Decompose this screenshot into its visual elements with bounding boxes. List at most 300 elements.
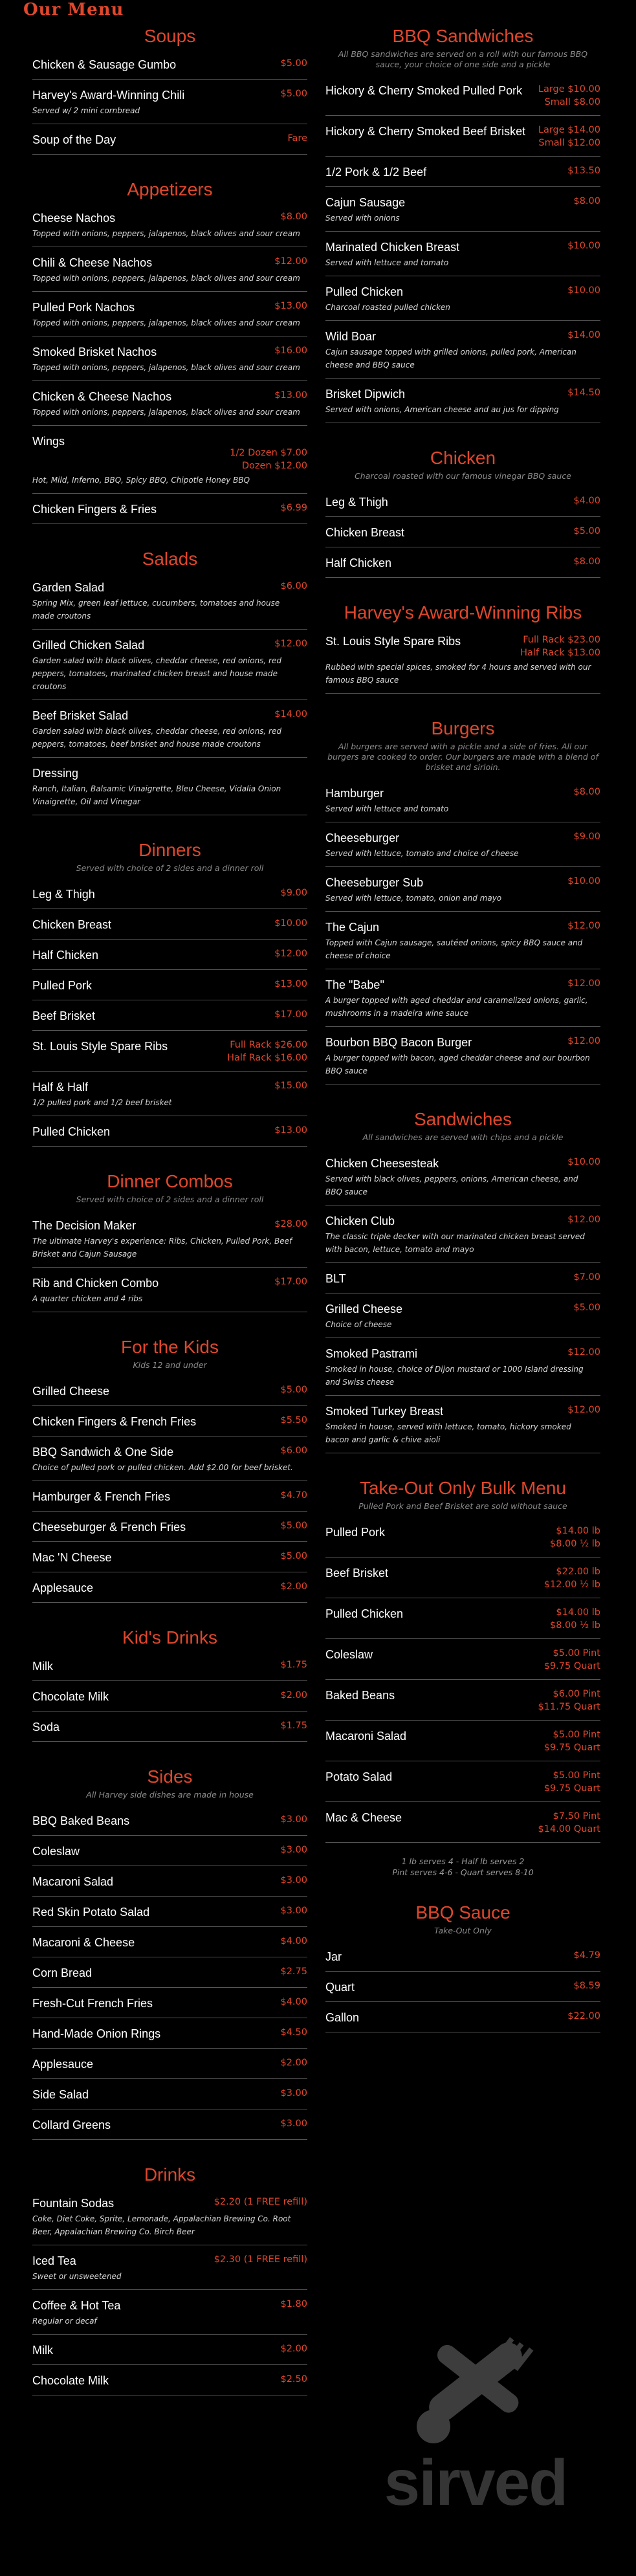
menu-item-prices: [568, 195, 600, 208]
menu-item: [32, 1376, 307, 1406]
menu-item-name: Coleslaw: [325, 1648, 373, 1661]
menu-item-prices: [275, 87, 307, 100]
menu-item-name: Mac 'N Cheese: [32, 1551, 112, 1564]
menu-item-price: $10.00: [274, 918, 307, 929]
menu-item-price: $2.00: [280, 1690, 307, 1701]
menu-item: [32, 630, 307, 700]
menu-item-name: Hamburger & French Fries: [32, 1490, 171, 1503]
menu-item: [32, 2188, 307, 2245]
menu-item-prices: [275, 2056, 307, 2069]
menu-item-name: Beef Brisket: [32, 1009, 96, 1022]
menu-item-prices: [275, 1489, 307, 1502]
menu-item: [32, 1927, 307, 1957]
menu-item-price: $28.00: [274, 1219, 307, 1229]
menu-item-name: Chicken & Sausage Gumbo: [32, 58, 177, 71]
menu-item: [325, 487, 600, 517]
menu-item-description: Served with black olives, peppers, onions, American cheese, and BBQ sauce: [325, 1174, 578, 1196]
menu-column-left: [32, 26, 307, 2420]
menu-item-description: Topped with Cajun sausage, sautéed onions, spicy BBQ sauce and cheese of choice: [325, 938, 583, 960]
menu-item: [325, 867, 600, 912]
menu-item-name: Marinated Chicken Breast: [325, 241, 460, 254]
menu-item: [32, 1988, 307, 2018]
menu-item-description: Served with lettuce, tomato and choice of cheese: [325, 849, 519, 858]
menu-item: [325, 517, 600, 547]
utensils-icon: [349, 2329, 602, 2459]
menu-item-price: Fare: [287, 133, 307, 144]
menu-item-name: Coleslaw: [32, 1845, 80, 1858]
menu-item-price: $13.00: [274, 979, 307, 989]
menu-item-price: $5.00: [280, 1521, 307, 1531]
menu-item: [325, 276, 600, 321]
section-title: Sandwiches: [414, 1109, 512, 1129]
menu-item-prices: [568, 1301, 600, 1314]
menu-item-prices: [275, 886, 307, 899]
menu-item-name: Fountain Sodas: [32, 2197, 115, 2210]
menu-item-description: Topped with onions, peppers, jalapenos, black olives and sour cream: [32, 274, 300, 283]
menu-item: [32, 203, 307, 247]
menu-item-name: The "Babe": [325, 978, 384, 991]
section-note: All BBQ sandwiches are served on a roll with our famous BBQ sauce, your choice of one side and a pickle: [338, 49, 588, 69]
menu-item: [32, 1651, 307, 1681]
menu-item-name: Hickory & Cherry Smoked Beef Brisket: [325, 125, 526, 138]
menu-item-description: Garden salad with black olives, cheddar cheese, red onions, red peppers, tomatoes, marinated chicken breast and house made croutons: [32, 656, 281, 691]
menu-item: [32, 1957, 307, 1988]
menu-item-description: Served with lettuce, tomato, onion and mayo: [325, 894, 502, 903]
menu-item-description: Cajun sausage topped with grilled onions, pulled pork, American cheese and BBQ sauce: [325, 347, 576, 369]
menu-item-prices: [568, 786, 600, 798]
menu-item-name: Fresh-Cut French Fries: [32, 1997, 153, 2010]
menu-item-name: Grilled Cheese: [325, 1303, 403, 1316]
menu-item-description: Ranch, Italian, Balsamic Vinaigrette, Bleu Cheese, Vidalia Onion Vinaigrette, Oil and Vinegar: [32, 784, 281, 806]
menu-item-prices: [568, 1949, 600, 1962]
menu-item-prices: [562, 1404, 600, 1416]
menu-item: [32, 1116, 307, 1147]
menu-item-description: Topped with onions, peppers, jalapenos, black olives and sour cream: [32, 408, 300, 417]
section-kid-s-drinks: [32, 1627, 307, 1742]
menu-item-name: Corn Bread: [32, 1966, 93, 1979]
menu-item-description: Regular or decaf: [32, 2317, 97, 2326]
menu-item-price: $12.00: [567, 978, 600, 989]
menu-item-price: $5.00 Pint: [553, 1648, 600, 1658]
menu-item-prices: [568, 525, 600, 538]
menu-item-price: $5.00: [573, 1303, 600, 1313]
menu-item-name: 1/2 Pork & 1/2 Beef: [325, 166, 427, 179]
menu-item-price: Small $12.00: [538, 138, 600, 148]
menu-item-prices: [275, 1904, 307, 1917]
menu-item: [325, 1263, 600, 1294]
menu-item-prices: [275, 1689, 307, 1702]
menu-item: [32, 1512, 307, 1542]
section-title: For the Kids: [121, 1337, 219, 1357]
menu-item-name: Milk: [32, 1660, 53, 1673]
section-appetizers: [32, 179, 307, 524]
section-title: Kid's Drinks: [122, 1627, 217, 1647]
section-title: Appetizers: [127, 179, 213, 199]
menu-item-description: A burger topped with bacon, aged cheddar cheese and our bourbon BBQ sauce: [325, 1053, 590, 1075]
menu-item-price: $2.50: [280, 2374, 307, 2384]
menu-item-prices: [275, 1550, 307, 1563]
menu-item-name: Baked Beans: [325, 1689, 395, 1702]
menu-item-price: $1.80: [280, 2299, 307, 2309]
menu-item-prices: [275, 1383, 307, 1396]
menu-item-price: Half Rack $13.00: [520, 648, 600, 658]
menu-item-description: Served w/ 2 mini cornbread: [32, 106, 140, 115]
section-take-out-only-bulk-menu: [325, 1478, 600, 1878]
menu-item-name: Red Skin Potato Salad: [32, 1906, 150, 1919]
section-title: Soups: [144, 26, 196, 46]
menu-item: [32, 1000, 307, 1031]
menu-item-prices: [269, 1124, 307, 1137]
section-note: Kids 12 and under: [133, 1360, 207, 1370]
menu-item-price: Small $8.00: [544, 97, 600, 107]
section-title: BBQ Sauce: [415, 1902, 510, 1922]
menu-item-prices: [562, 1346, 600, 1359]
menu-item-price: $14.00 Quart: [538, 1824, 600, 1834]
menu-item: [325, 1205, 600, 1263]
section-title: Burgers: [431, 718, 495, 738]
menu-item: [32, 909, 307, 940]
section-note: All Harvey side dishes are made in house: [86, 1790, 254, 1800]
menu-item-name: Pulled Pork Nachos: [32, 301, 135, 314]
menu-item: [32, 426, 307, 494]
menu-item-prices: [545, 1606, 600, 1632]
menu-item: [32, 494, 307, 524]
menu-item-prices: [275, 1844, 307, 1856]
menu-item: [32, 80, 307, 124]
menu-item: [32, 2018, 307, 2049]
menu-item-name: Cheeseburger: [325, 831, 400, 844]
menu-item-name: Pulled Pork: [32, 979, 93, 992]
menu-item-prices: [533, 1810, 600, 1836]
section-dinner-combos: [32, 1171, 307, 1312]
menu-item-price: Half Rack $16.00: [227, 1053, 307, 1063]
menu-item-price: $2.75: [280, 1966, 307, 1977]
menu-item-prices: [269, 1275, 307, 1288]
menu-item-name: Pulled Chicken: [325, 285, 404, 298]
menu-item-name: Quart: [325, 1981, 355, 1994]
menu-item-price: $9.75 Quart: [543, 1743, 600, 1753]
menu-item-name: Beef Brisket: [325, 1567, 389, 1580]
menu-item-prices: [275, 2373, 307, 2386]
menu-item-name: BBQ Sandwich & One Side: [32, 1446, 174, 1459]
menu-item-name: Mac & Cheese: [325, 1811, 402, 1824]
menu-item-price: Dozen $12.00: [241, 461, 307, 471]
menu-item: [325, 1680, 600, 1721]
menu-item-name: Chicken Fingers & Fries: [32, 503, 157, 516]
menu-item-prices: [269, 1008, 307, 1021]
menu-item-price: $3.00: [280, 2119, 307, 2129]
menu-item-price: $5.00: [573, 526, 600, 536]
menu-item-prices: [225, 434, 307, 472]
menu-item-description: A quarter chicken and 4 ribs: [32, 1294, 143, 1303]
menu-item-prices: [275, 210, 307, 223]
menu-item-name: Macaroni & Cheese: [32, 1936, 135, 1949]
menu-item-price: $12.00: [567, 921, 600, 931]
menu-item-price: $4.70: [280, 1490, 307, 1501]
menu-item-prices: [275, 2087, 307, 2100]
section-sides: [32, 1767, 307, 2140]
menu-item-price: $14.50: [567, 388, 600, 398]
menu-item-prices: [562, 386, 600, 399]
menu-item: [325, 379, 600, 423]
menu-item: [32, 292, 307, 336]
section-drinks: [32, 2164, 307, 2395]
section-title: Dinners: [138, 840, 201, 860]
menu-item: [325, 1396, 600, 1453]
menu-item-prices: [562, 977, 600, 990]
menu-item-price: $22.00 lb: [556, 1567, 600, 1577]
menu-item-name: Coffee & Hot Tea: [32, 2299, 121, 2312]
menu-item-name: Wings: [32, 435, 65, 448]
menu-item: [325, 187, 600, 232]
menu-item-price: $17.00: [274, 1009, 307, 1020]
menu-item-price: $17.00: [274, 1277, 307, 1287]
menu-item-name: St. Louis Style Spare Ribs: [32, 1040, 168, 1053]
menu-item-price: $4.79: [573, 1950, 600, 1961]
menu-item-name: Hand-Made Onion Rings: [32, 2027, 161, 2040]
menu-item-name: The Decision Maker: [32, 1219, 137, 1232]
menu-item-prices: [275, 501, 307, 514]
menu-item: [325, 232, 600, 276]
menu-item: [32, 1031, 307, 1072]
menu-item-price: $5.00 Pint: [553, 1770, 600, 1781]
menu-item-prices: [269, 708, 307, 721]
menu-item-price: $10.00: [567, 876, 600, 886]
menu-item: [32, 1437, 307, 1481]
section-bbq-sauce: [325, 1902, 600, 2032]
section-note: Charcoal roasted with our famous vinegar BBQ sauce: [355, 471, 571, 481]
menu-item-price: $4.00: [280, 1997, 307, 2007]
menu-item-name: Milk: [32, 2344, 53, 2357]
menu-item-prices: [275, 1874, 307, 1887]
menu-item-price: $22.00: [567, 2011, 600, 2021]
menu-item-price: $13.00: [274, 390, 307, 401]
menu-item-name: Soup of the Day: [32, 133, 116, 146]
menu-item-description: Spring Mix, green leaf lettuce, cucumbers, tomatoes and house made croutons: [32, 599, 280, 621]
menu-item-prices: [562, 1035, 600, 1048]
section-salads: [32, 549, 307, 815]
menu-item-name: Grilled Chicken Salad: [32, 639, 145, 652]
menu-item-name: Garden Salad: [32, 581, 105, 594]
section-note: All sandwiches are served with chips and a pickle: [362, 1132, 564, 1142]
menu-item-description: Topped with onions, peppers, jalapenos, black olives and sour cream: [32, 363, 300, 372]
menu-item-price: $13.00: [274, 1125, 307, 1136]
section-note: Take-Out Only: [434, 1926, 492, 1935]
menu-item-prices: [275, 2026, 307, 2039]
menu-item-name: Brisket Dipwich: [325, 388, 406, 401]
menu-item-price: [230, 434, 307, 446]
menu-item-description: Topped with onions, peppers, jalapenos, black olives and sour cream: [32, 318, 300, 327]
menu-item-name: Smoked Pastrami: [325, 1347, 418, 1360]
menu-item-prices: [568, 1271, 600, 1284]
menu-item: [325, 1598, 600, 1639]
menu-item-price: $12.00: [567, 1405, 600, 1415]
menu-item-prices: [275, 2342, 307, 2355]
menu-item-price: $13.50: [567, 166, 600, 176]
menu-item-description: Rubbed with special spices, smoked for 4 hours and served with our famous BBQ sauce: [325, 663, 591, 685]
menu-item-prices: [275, 2298, 307, 2311]
menu-item-prices: [533, 83, 600, 109]
menu-item-name: Applesauce: [32, 1581, 94, 1594]
menu-item-prices: [275, 1519, 307, 1532]
menu-item-price: $3.00: [280, 1875, 307, 1886]
menu-item-price: $10.00: [567, 1157, 600, 1167]
section-note: Served with choice of 2 sides and a dinner roll: [76, 863, 264, 873]
menu-item: [325, 157, 600, 187]
menu-item-prices: [562, 2010, 600, 2023]
menu-item-prices: [275, 2117, 307, 2130]
menu-item-price: $12.00: [567, 1347, 600, 1358]
menu-item-price: $5.00: [280, 1385, 307, 1395]
menu-item-name: Dressing: [32, 767, 79, 780]
menu-item-name: Chicken Breast: [32, 918, 112, 931]
menu-item-description: The classic triple decker with our marinated chicken breast served with bacon, lettuce, tomato and mayo: [325, 1232, 585, 1254]
menu-item-prices: [562, 164, 600, 177]
menu-item: [32, 2365, 307, 2395]
menu-item-prices: [269, 637, 307, 650]
menu-item-prices: [562, 875, 600, 888]
section-title: Take-Out Only Bulk Menu: [359, 1478, 567, 1498]
menu-item: [32, 1897, 307, 1927]
menu-item-price: $15.00: [274, 1081, 307, 1091]
menu-item-description: Garden salad with black olives, cheddar cheese, red onions, red peppers, tomatoes, beef brisket and house made croutons: [32, 727, 281, 749]
menu-item-price: $6.00 Pint: [553, 1689, 600, 1699]
menu-item: [32, 1712, 307, 1742]
menu-item: [325, 1294, 600, 1338]
menu-item-name: Leg & Thigh: [32, 888, 95, 901]
menu-item-description: Hot, Mild, Inferno, BBQ, Spicy BBQ, Chipotle Honey BBQ: [32, 476, 250, 485]
watermark: [349, 2329, 602, 2530]
menu-item-prices: [269, 255, 307, 268]
menu-item-name: Iced Tea: [32, 2254, 76, 2267]
menu-item: [325, 1941, 600, 1972]
menu-item-price: $14.00 lb: [556, 1526, 600, 1536]
menu-item-price: $5.00 Pint: [553, 1730, 600, 1740]
menu-item: [325, 626, 600, 694]
menu-item-description: A burger topped with aged cheddar and caramelized onions, garlic, mushrooms in a madeira wine sauce: [325, 996, 588, 1018]
menu-item-name: Chocolate Milk: [32, 2374, 109, 2387]
menu-item: [325, 1721, 600, 1761]
menu-item-name: Hickory & Cherry Smoked Pulled Pork: [325, 84, 523, 97]
menu-item-prices: [562, 329, 600, 342]
menu-item-prices: [539, 1647, 600, 1673]
menu-item: [32, 2079, 307, 2109]
menu-item-name: BBQ Baked Beans: [32, 1814, 130, 1827]
menu-item-description: Served with onions, American cheese and au jus for dipping: [325, 405, 559, 414]
menu-item-price: $4.50: [280, 2027, 307, 2038]
menu-item: [325, 1517, 600, 1558]
menu-item-name: Rib and Chicken Combo: [32, 1277, 159, 1290]
menu-item-name: BLT: [325, 1272, 346, 1285]
menu-item-price: $9.00: [280, 888, 307, 898]
menu-item: [325, 1148, 600, 1205]
menu-item-prices: [275, 1965, 307, 1978]
menu-item-description: Served with onions: [325, 214, 400, 223]
menu-item-price: $8.00: [280, 212, 307, 222]
menu-item-description: Charcoal roasted pulled chicken: [325, 303, 450, 312]
menu-item-prices: [275, 1444, 307, 1457]
section-title: Dinner Combos: [107, 1171, 233, 1191]
menu-item-price: $6.99: [280, 503, 307, 513]
menu-item-price: $13.00: [274, 301, 307, 311]
menu-item-price: $2.00: [280, 2344, 307, 2354]
menu-item-description: Topped with onions, peppers, jalapenos, black olives and sour cream: [32, 229, 300, 238]
menu-item-prices: [209, 2196, 307, 2208]
menu-item-prices: [269, 978, 307, 991]
menu-column-right: [325, 26, 600, 2057]
menu-item-prices: [562, 1156, 600, 1169]
menu-item-description: The ultimate Harvey's experience: Ribs, Chicken, Pulled Pork, Beef Brisket and Cajun Sausage: [32, 1237, 292, 1259]
menu-item-name: Chicken Club: [325, 1215, 395, 1227]
section-title: Sides: [147, 1767, 193, 1787]
menu-item-price: $5.00: [280, 58, 307, 69]
menu-item: [32, 2049, 307, 2079]
menu-item: [325, 321, 600, 379]
menu-item-price: $4.00: [573, 496, 600, 506]
menu-item-price: $3.00: [280, 1845, 307, 1855]
menu-item-price: $5.00: [280, 89, 307, 99]
menu-item-price: Full Rack $23.00: [523, 635, 600, 645]
section-bbq-sandwiches: [325, 26, 600, 423]
menu-item-price: $2.00: [280, 2058, 307, 2068]
menu-item-prices: [568, 494, 600, 507]
menu-item: [325, 116, 600, 157]
menu-item: [32, 700, 307, 758]
menu-item-prices: [269, 389, 307, 402]
menu-item-price: $2.20 (1 FREE refill): [214, 2197, 307, 2207]
menu-item-prices: [568, 1979, 600, 1992]
menu-item-price: $5.50: [280, 1415, 307, 1426]
menu-item-prices: [269, 1079, 307, 1092]
menu-item-prices: [275, 1658, 307, 1671]
menu-item-name: Pulled Chicken: [32, 1125, 111, 1138]
menu-item-price: $7.00: [573, 1272, 600, 1282]
menu-item-name: Gallon: [325, 2011, 360, 2024]
menu-item-prices: [562, 239, 600, 252]
menu-item-price: $14.00 lb: [556, 1607, 600, 1618]
menu-item-name: Macaroni Salad: [32, 1875, 114, 1888]
menu-item-description: 1/2 pulled pork and 1/2 beef brisket: [32, 1098, 172, 1107]
menu-item-name: Half Chicken: [32, 949, 99, 962]
section-title: BBQ Sandwiches: [392, 26, 534, 46]
section-note: Served with choice of 2 sides and a dinner roll: [76, 1194, 264, 1204]
menu-item-prices: [275, 57, 307, 70]
menu-item-name: Potato Salad: [325, 1770, 393, 1783]
menu-item-price: $3.00: [280, 2088, 307, 2098]
menu-item-prices: [568, 555, 600, 568]
menu-item-price: $10.00: [567, 285, 600, 296]
menu-item-description: Choice of pulled pork or pulled chicken. Add $2.00 for beef brisket.: [32, 1463, 293, 1472]
menu-item-description: Choice of cheese: [325, 1320, 392, 1329]
section-note: Pulled Pork and Beef Brisket are sold without sauce: [358, 1501, 567, 1511]
menu-item: [32, 1805, 307, 1836]
menu-item-description: Served with lettuce and tomato: [325, 258, 449, 267]
menu-item: [32, 1210, 307, 1268]
menu-item-prices: [515, 633, 600, 659]
section-title: Salads: [142, 549, 198, 569]
menu-item: [325, 822, 600, 867]
menu-item: [32, 1542, 307, 1572]
menu-item-price: $14.00: [567, 330, 600, 340]
menu-item: [32, 1836, 307, 1866]
menu-item-prices: [269, 300, 307, 313]
menu-item-price: [304, 765, 307, 778]
menu-item-price: $8.00 ½ lb: [549, 1539, 600, 1549]
menu-item-price: $12.00: [274, 256, 307, 267]
menu-item-price: Full Rack $26.00: [230, 1040, 307, 1050]
menu-item: [32, 2290, 307, 2335]
menu-item-price: $1.75: [280, 1721, 307, 1731]
